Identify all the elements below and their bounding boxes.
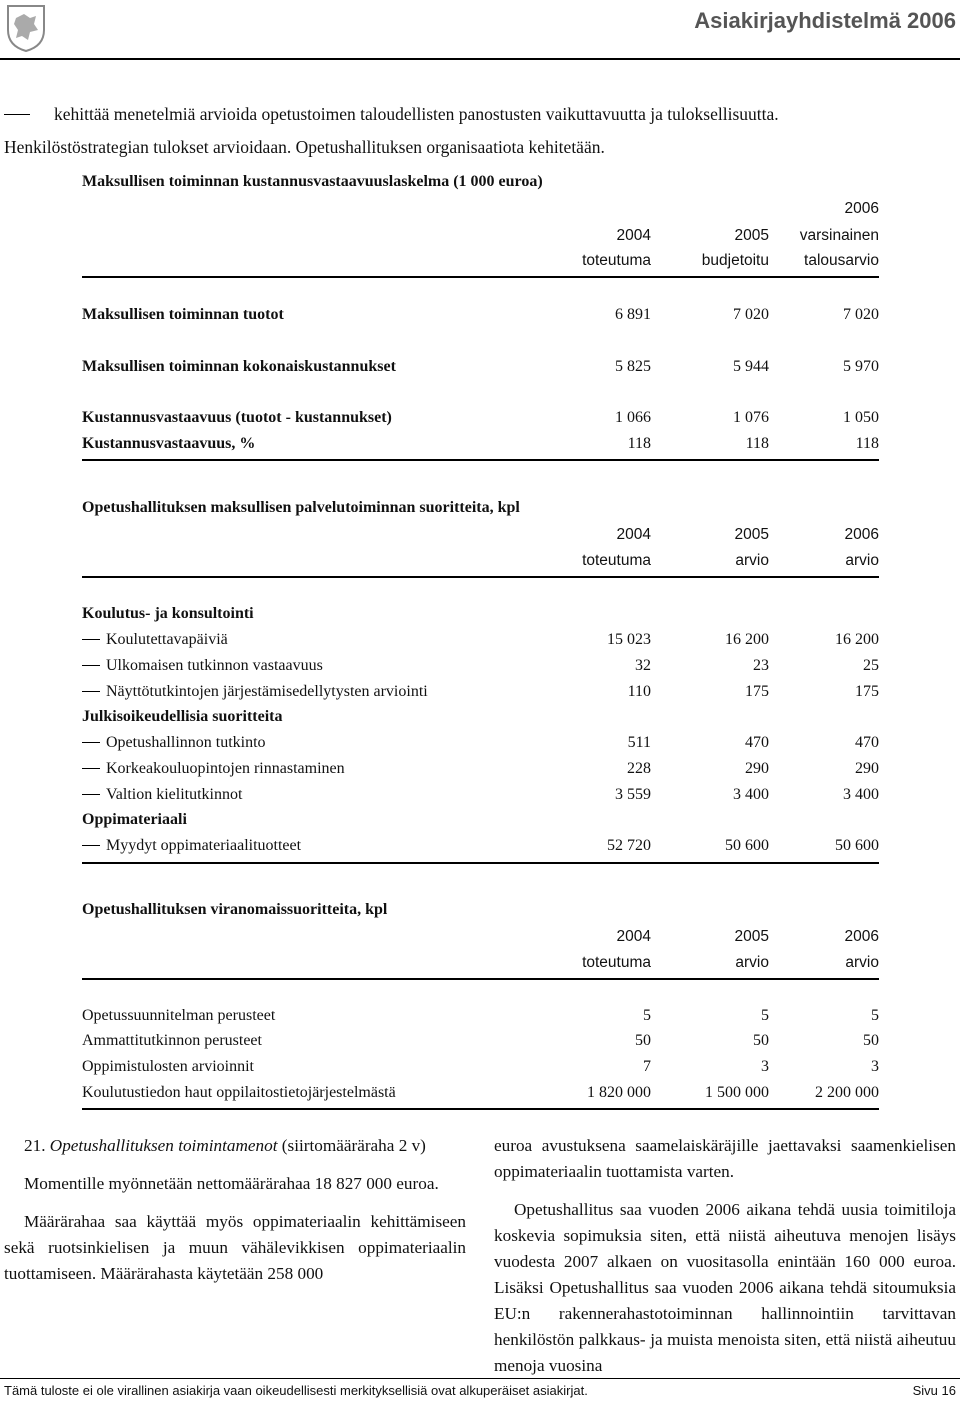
col-header: arvio: [735, 954, 769, 971]
dash-icon: [82, 691, 100, 692]
paragraph: Opetushallitus saa vuoden 2006 aikana tehdä uusia toimitiloja koskevia sopimuksia siten, että niistä aiheutuva menojen lisäys vuodesta 2007 alkaen on vuositasolla enintään 160 000 euroa. Lisäksi Opetushallitus saa vuoden 2006 aikana tehdä sitoumuksia EU:n rakennerahastotoiminnan hallinnointiin tarvittavan henkilöstön palkkaus- ja muista menoista siten, että niistä aiheutuu menoja vuosina: [494, 1200, 956, 1375]
right-column: [494, 1133, 956, 1391]
dash-icon: [82, 768, 100, 769]
table-row: Kustannusvastaavuus (tuotot - kustannukset) 1 066 1 076 1 050: [82, 409, 879, 426]
col-header: 2006: [844, 526, 879, 543]
col-header: arvio: [845, 552, 879, 569]
intro-line-2: Henkilöstöstrategian tulokset arvioidaan. Opetushallituksen organisaatiota kehitetään.: [4, 137, 605, 157]
paragraph: Määrärahaa saa käyttää myös oppimateriaalin kehittämiseen sekä ruotsinkielisen ja muun vähälevikkisen oppimateriaalin tuottamiseen. Määrärahasta käytetään 258 000: [4, 1212, 466, 1283]
col-header: 2005: [734, 526, 769, 543]
footer-disclaimer: Tämä tuloste ei ole virallinen asiakirja vaan oikeudellisesti merkityksellisiä ovat alkuperäiset asiakirjat.: [4, 1383, 588, 1398]
footer: [4, 1383, 956, 1398]
table-rule: [82, 459, 879, 461]
col-header: 2004: [616, 928, 651, 945]
table-row: Valtion kielitutkinnot 3 559 3 400 3 400: [82, 784, 879, 806]
section-heading: Julkisoikeudellisia suoritteita: [82, 708, 283, 725]
col-header: 2006: [844, 200, 879, 217]
table-row: Ammattitutkinnon perusteet 50 50 50: [82, 1032, 879, 1049]
page-number: Sivu 16: [912, 1383, 956, 1398]
table-title: Opetushallituksen maksullisen palvelutoiminnan suoritteita, kpl: [82, 499, 520, 516]
paragraph: euroa avustuksena saamelaiskäräjille jaettavaksi saamenkielisen oppimateriaalin tuottamista varten.: [494, 1136, 956, 1181]
table-row: Maksullisen toiminnan kokonaiskustannukset 5 825 5 944 5 970: [82, 358, 879, 375]
intro-bullet: [4, 101, 779, 127]
table-rule: [82, 576, 879, 578]
col-header: toteutuma: [582, 252, 651, 269]
dash-icon: [4, 114, 30, 115]
table-rule: [82, 862, 879, 864]
section-heading: 21. Opetushallituksen toimintamenot (siirtomääräraha 2 v): [24, 1136, 426, 1155]
dash-icon: [82, 794, 100, 795]
table-title: Opetushallituksen viranomaissuoritteita, kpl: [82, 901, 388, 918]
table-row: Koulutustiedon haut oppilaitostietojärjestelmästä 1 820 000 1 500 000 2 200 000: [82, 1084, 879, 1101]
table-row: Korkeakouluopintojen rinnastaminen 228 290 290: [82, 758, 879, 780]
footer-rule: [0, 1378, 960, 1379]
table-row: Koulutettavapäiviä 15 023 16 200 16 200: [82, 629, 879, 651]
col-header: arvio: [845, 954, 879, 971]
table-row: Ulkomaisen tutkinnon vastaavuus 32 23 25: [82, 655, 879, 677]
col-header: 2004: [616, 526, 651, 543]
col-header: 2006: [844, 928, 879, 945]
table-row: Kustannusvastaavuus, % 118 118 118: [82, 435, 879, 452]
document-title: Asiakirjayhdistelmä 2006: [694, 8, 956, 33]
col-header: toteutuma: [582, 954, 651, 971]
col-header: 2004: [616, 227, 651, 244]
table-row: Näyttötutkintojen järjestämisedellytysten arviointi 110 175 175: [82, 681, 879, 703]
col-header: 2005: [734, 227, 769, 244]
table-row: Opetushallinnon tutkinto 511 470 470: [82, 732, 879, 754]
dash-icon: [82, 665, 100, 666]
col-header: talousarvio: [804, 252, 879, 269]
header-rule: [0, 58, 960, 60]
dash-icon: [82, 639, 100, 640]
section-heading: Oppimateriaali: [82, 811, 187, 828]
section-heading: Koulutus- ja konsultointi: [82, 605, 254, 622]
table-row: Oppimistulosten arvioinnit 7 3 3: [82, 1058, 879, 1075]
coat-of-arms-logo: [6, 4, 46, 52]
table-rule: [82, 1108, 879, 1110]
col-header: toteutuma: [582, 552, 651, 569]
table-row: Opetussuunnitelman perusteet 5 5 5: [82, 1007, 879, 1024]
dash-icon: [82, 742, 100, 743]
table-rule: [82, 276, 879, 278]
dash-icon: [82, 845, 100, 846]
paragraph: Momentille myönnetään nettomäärärahaa 18 827 000 euroa.: [24, 1174, 439, 1193]
table-row: Maksullisen toiminnan tuotot 6 891 7 020 7 020: [82, 306, 879, 323]
intro-line-1: kehittää menetelmiä arvioida opetustoimen taloudellisten panostusten vaikuttavuutta ja tuloksellisuutta.: [54, 104, 779, 124]
table-row: Myydyt oppimateriaalituotteet 52 720 50 600 50 600: [82, 835, 879, 857]
left-column: [4, 1133, 466, 1299]
col-header: budjetoitu: [701, 252, 769, 269]
col-header: 2005: [734, 928, 769, 945]
table-rule: [82, 978, 879, 980]
col-header: arvio: [735, 552, 769, 569]
table-title: Maksullisen toiminnan kustannusvastaavuuslaskelma (1 000 euroa): [82, 173, 543, 190]
col-header: varsinainen: [799, 227, 879, 244]
